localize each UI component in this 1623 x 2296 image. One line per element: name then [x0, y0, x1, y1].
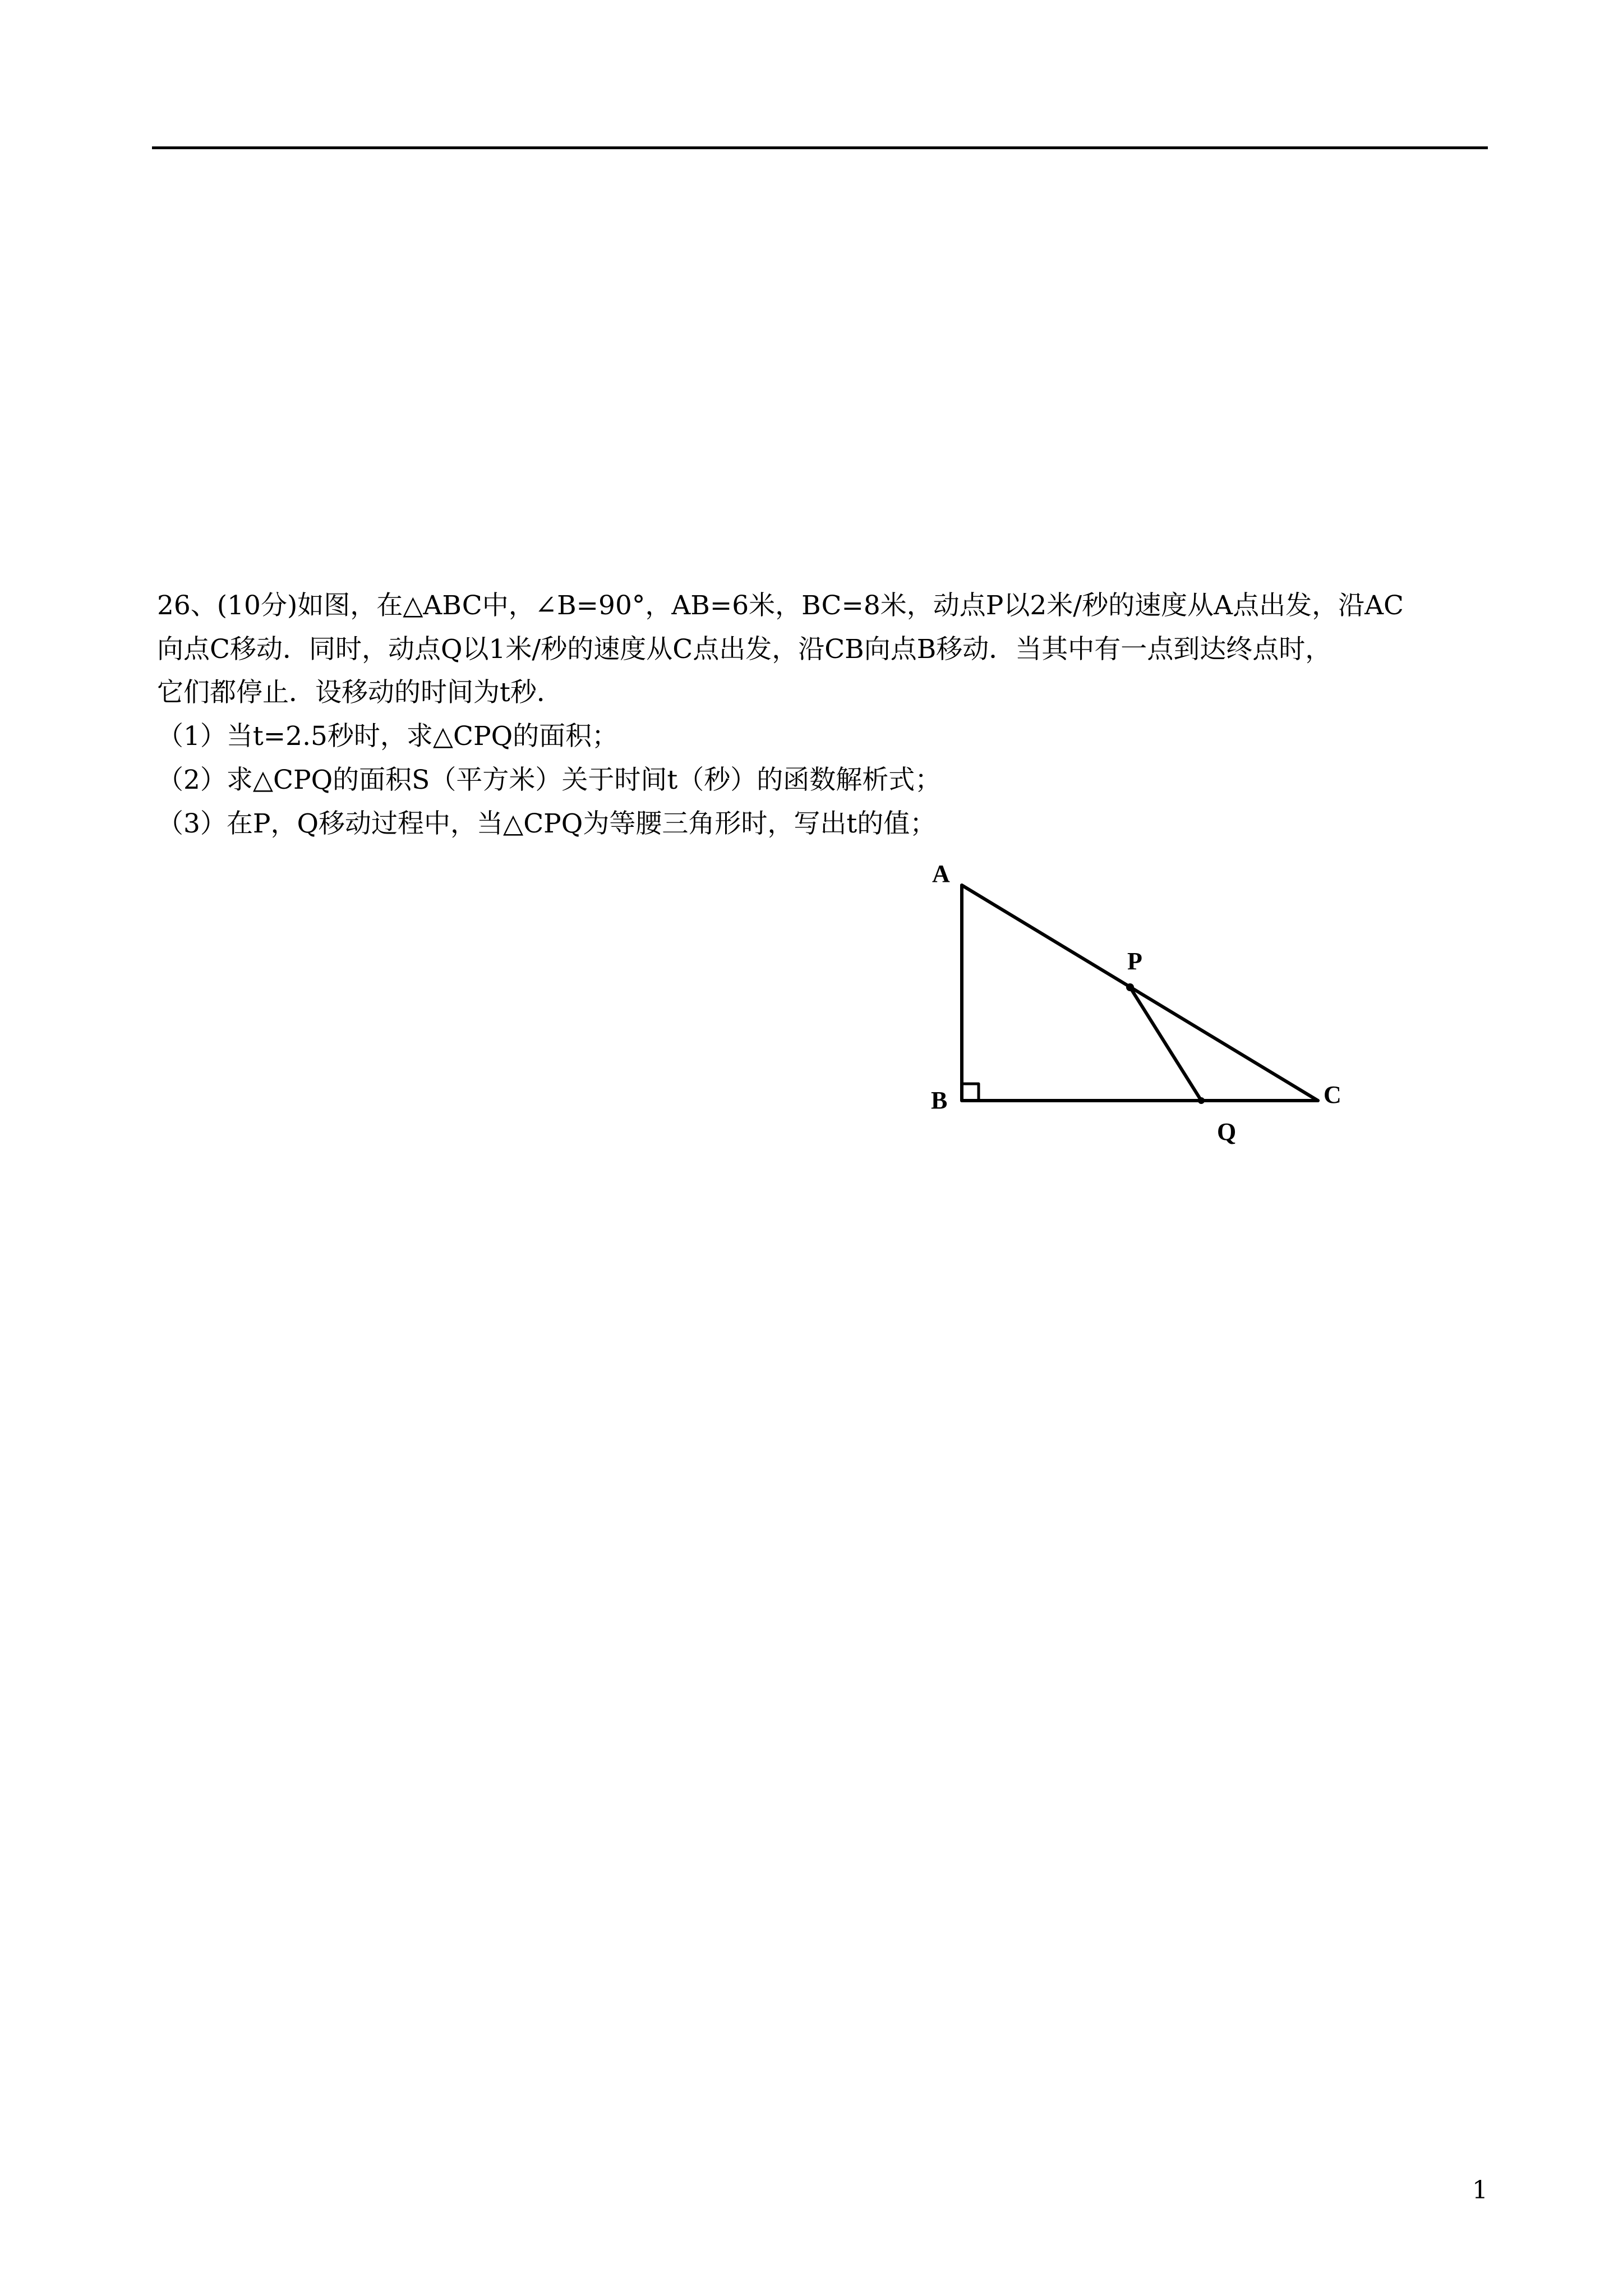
label-p: P [1127, 947, 1142, 975]
label-c: C [1324, 1081, 1341, 1108]
header-rule [152, 146, 1488, 149]
problem-statement-line-1: 26、(10分)如图，在△ABC中，∠B=90°，AB=6米，BC=8米，动点P以2米/秒的速度从A点出发，沿AC [157, 590, 1404, 621]
page-number: 1 [1472, 2176, 1488, 2205]
right-angle-mark [962, 1084, 979, 1101]
problem-statement-line-3: 它们都停止．设移动的时间为t秒． [157, 677, 563, 708]
question-3: （3）在P，Q移动过程中，当△CPQ为等腰三角形时，写出t的值； [157, 808, 937, 839]
label-a: A [932, 860, 950, 887]
segment-pq [1130, 987, 1201, 1101]
triangle-diagram [920, 853, 1368, 1167]
label-b: B [931, 1087, 948, 1114]
point-p [1126, 983, 1134, 991]
segment-ac [962, 885, 1318, 1101]
point-q [1198, 1097, 1205, 1104]
problem-statement-line-2: 向点C移动．同时，动点Q以1米/秒的速度从C点出发，沿CB向点B移动．当其中有一点到达终点时， [157, 634, 1332, 665]
label-q: Q [1217, 1118, 1237, 1145]
question-2: （2）求△CPQ的面积S（平方米）关于时间t（秒）的函数解析式； [157, 765, 942, 795]
question-1: （1）当t=2.5秒时，求△CPQ的面积； [157, 721, 619, 752]
